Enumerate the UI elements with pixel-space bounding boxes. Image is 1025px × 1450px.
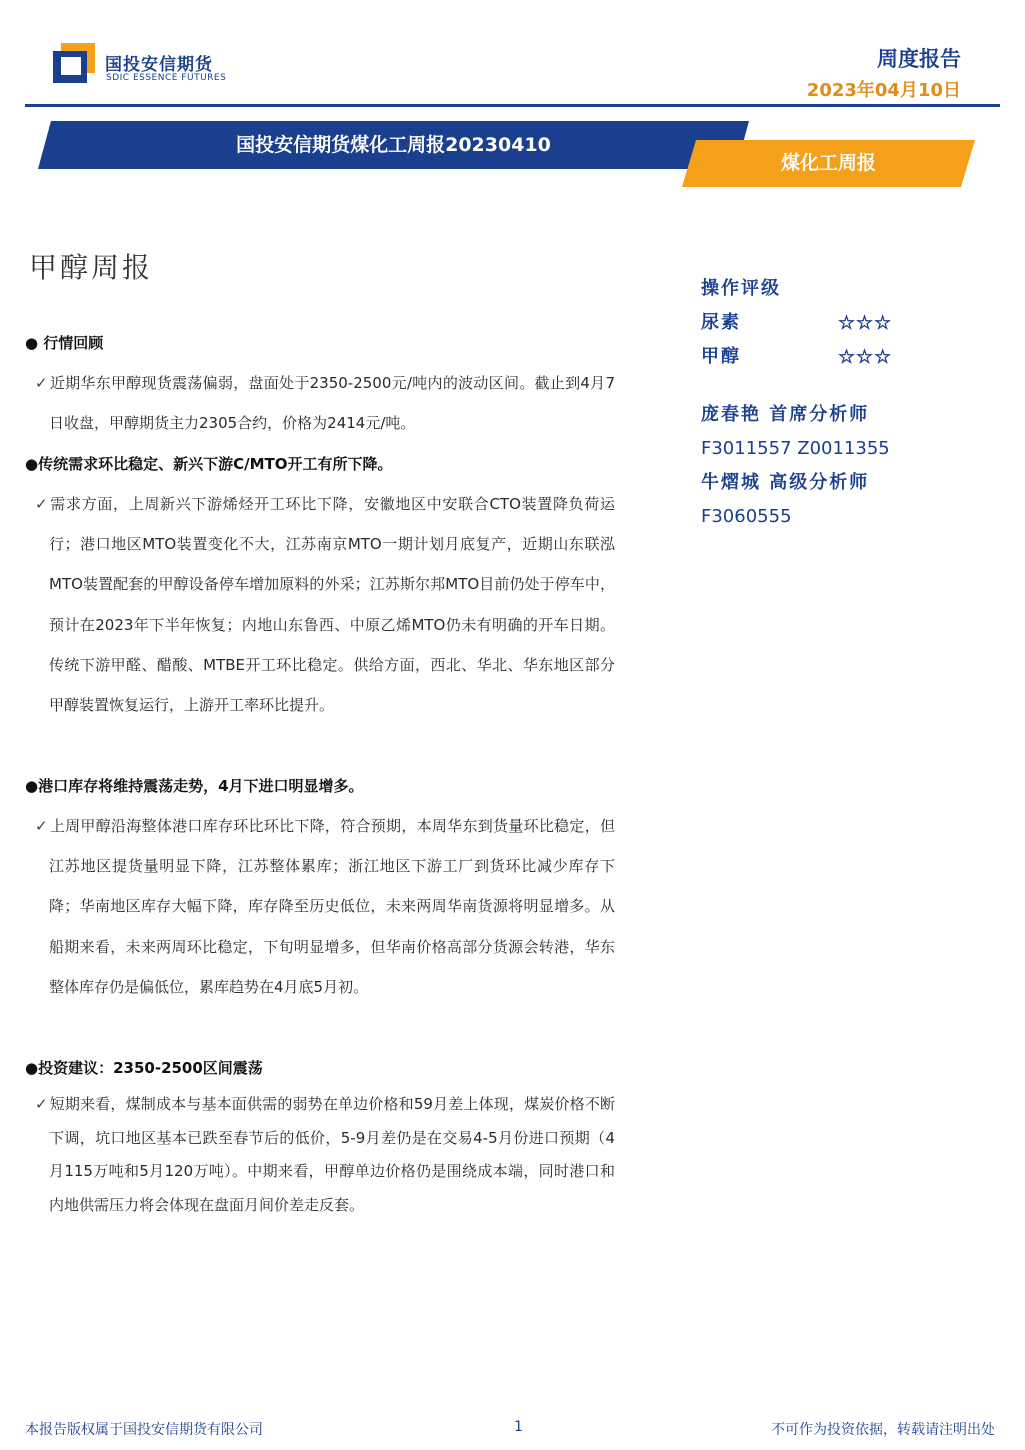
section-paragraph: ✓ 需求方面，上周新兴下游烯烃开工环比下降，安徽地区中安联合CTO装置降负荷运行；港口地区MTO装置变化不大，江苏南京MTO一期计划月底复产，近期山东联泓MTO装置配套的甲醇设备停车增加原料的外采；江苏斯尔邦MTO目前仍处于停车中，预计在2023年下半年恢复；内地山东鲁西、中原乙烯MTO仍未有明确的开车日期。传统下游甲醛、醋酸、MTBE开工环比稳定。供给方面，西北、华北、华东地区部分甲醇装置恢复运行，上游开工率环比提升。 — [35, 495, 615, 715]
star-rating-icon: ☆☆☆ — [838, 346, 893, 368]
header-divider — [25, 104, 1000, 107]
section-title: 甲醇周报 — [29, 251, 154, 284]
rating-row — [701, 343, 991, 377]
page-number: 1 — [514, 1419, 523, 1435]
report-type: 周度报告 — [877, 47, 961, 71]
check-icon: ✓ — [35, 817, 48, 835]
report-title: 国投安信期货煤化工周报20230410 — [236, 134, 551, 156]
section-heading: ●港口库存将维持震荡走势，4月下进口明显增多。 — [25, 777, 364, 795]
logo-chinese-name: 国投安信期货 — [105, 55, 213, 75]
company-logo-icon — [53, 43, 95, 83]
check-icon: ✓ — [35, 1095, 48, 1113]
rating-row — [701, 309, 991, 343]
report-date: 2023年04月10日 — [806, 80, 961, 101]
analyst-name: 庞春艳 首席分析师 — [701, 404, 870, 425]
check-icon: ✓ — [35, 495, 49, 513]
section-heading: ●传统需求环比稳定、新兴下游C/MTO开工有所下降。 — [25, 455, 393, 473]
check-icon: ✓ — [35, 374, 48, 392]
section-paragraph: ✓ 近期华东甲醇现货震荡偏弱，盘面处于2350-2500元/吨内的波动区间。截止到4月7日收盘，甲醇期货主力2305合约，价格为2414元/吨。 — [35, 374, 615, 433]
star-rating-icon: ☆☆☆ — [838, 312, 893, 334]
section-heading: ● 行情回顾 — [25, 334, 104, 352]
section-paragraph: ✓ 短期来看，煤制成本与基本面供需的弱势在单边价格和59月差上体现，煤炭价格不断下调，坑口地区基本已跌至春节后的低价，5-9月差仍是在交易4-5月份进口预期（4月115万吨和5月120万吨）。中期来看，甲醇单边价格仍是围绕成本端，同时港口和内地供需压力将会体现在盘面月间价差走反套。 — [35, 1095, 615, 1215]
rating-title: 操作评级 — [701, 278, 781, 299]
sidebar — [701, 275, 991, 537]
section-paragraph: ✓ 上周甲醇沿海整体港口库存环比环比下降，符合预期，本周华东到货量环比稳定，但江苏地区提货量明显下降，江苏整体累库；浙江地区下游工厂到货环比减少库存下降；华南地区库存大幅下降，库存降至历史低位，未来两周华南货源将明显增多。从船期来看，未来两周环比稳定，下旬明显增多，但华南价格高部分货源会转港，华东整体库存仍是偏低位，累库趋势在4月底5月初。 — [35, 817, 615, 996]
logo-english-name: SDIC ESSENCE FUTURES — [106, 73, 227, 83]
section-heading: ●投资建议：2350-2500区间震荡 — [25, 1059, 263, 1077]
analyst-certificate: F3060555 — [701, 506, 792, 527]
footer-disclaimer: 不可作为投资依据，转载请注明出处 — [771, 1422, 995, 1438]
footer-copyright: 本报告版权属于国投安信期货有限公司 — [25, 1422, 263, 1438]
rating-product: 甲醇 — [701, 346, 741, 367]
analyst-name: 牛熠城 高级分析师 — [701, 472, 870, 493]
analyst-certificate: F3011557 Z0011355 — [701, 438, 890, 459]
rating-product: 尿素 — [701, 312, 741, 333]
category-tag: 煤化工周报 — [780, 152, 876, 174]
